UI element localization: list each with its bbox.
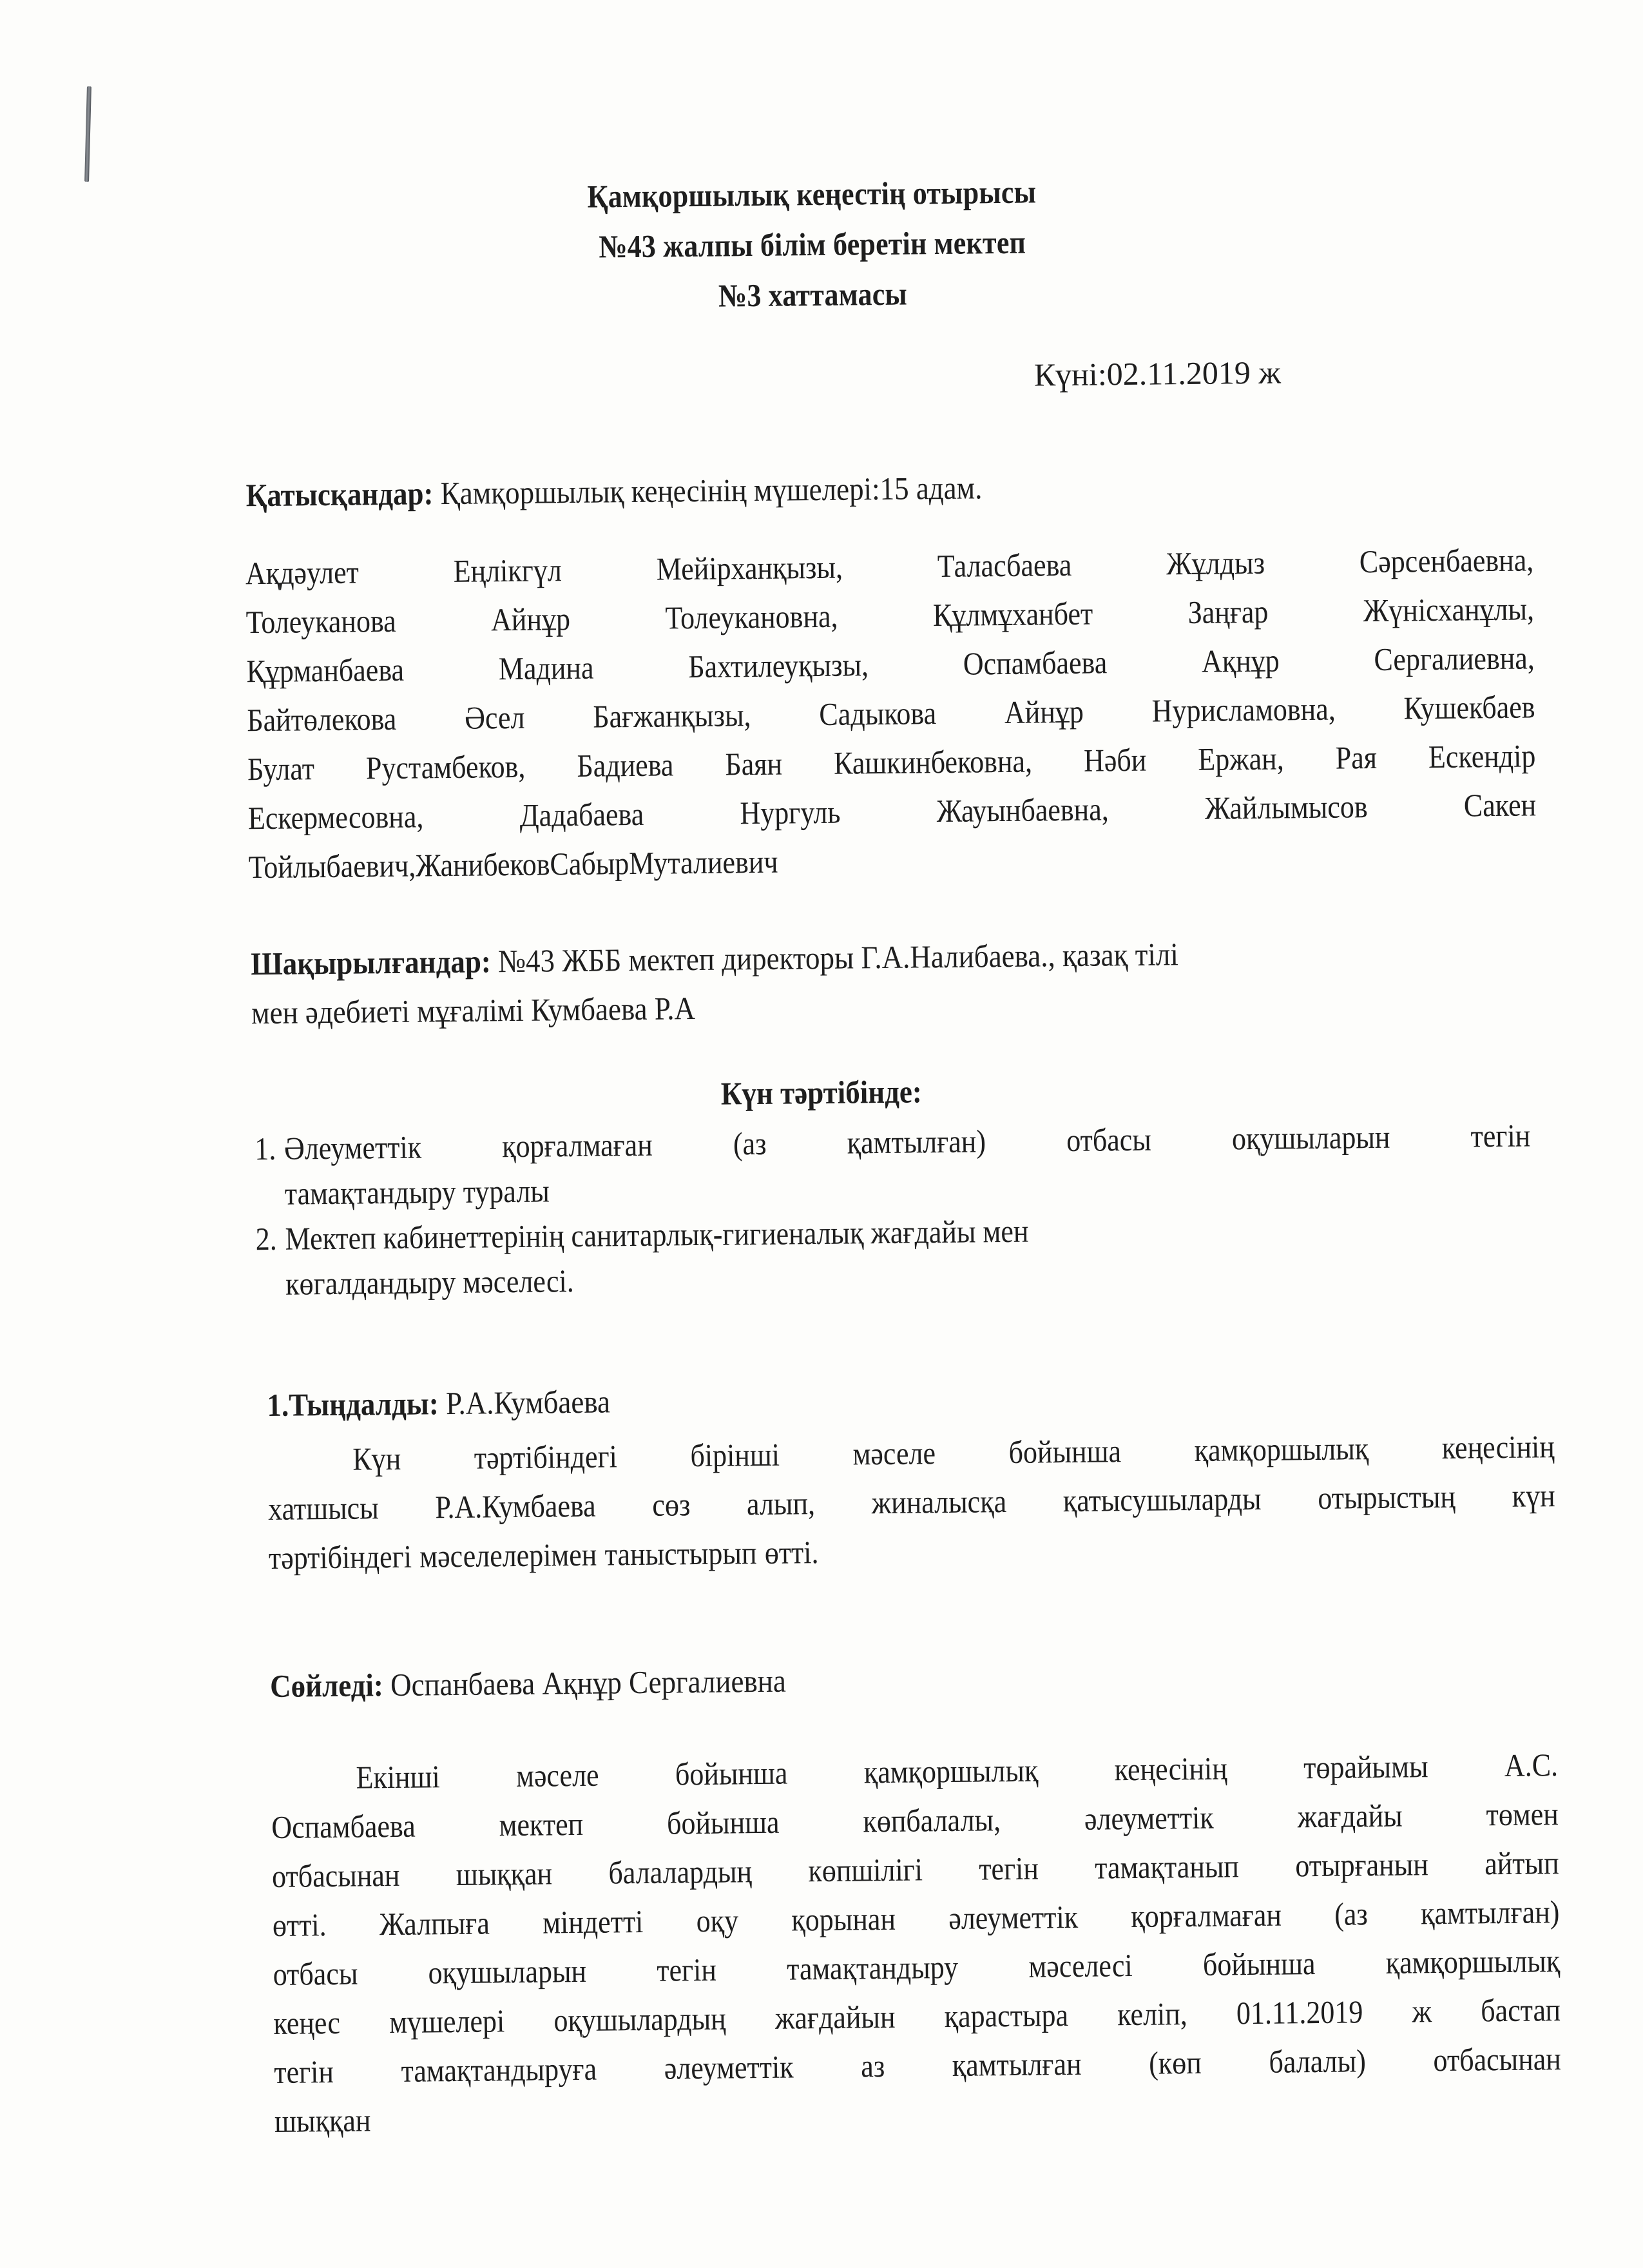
agenda-item-number: 1.: [254, 1130, 276, 1167]
word: (аз: [1334, 1895, 1369, 1932]
word: Айнұр: [490, 601, 571, 638]
word: Кушекбаев: [1403, 688, 1535, 726]
word: (көп: [1148, 2044, 1202, 2081]
invited-line: №43 ЖББ мектеп директоры Г.А.Налибаева., қазақ тілі: [497, 936, 1179, 980]
word: қамқоршылық: [1194, 1430, 1369, 1468]
word: Мадина: [498, 649, 594, 687]
word: Жүнісханұлы,: [1363, 590, 1535, 629]
word: Садыкова: [819, 695, 937, 733]
agenda-title: [0, 1065, 1643, 1120]
word: Екінші: [356, 1758, 440, 1796]
word: мүшелері: [389, 2002, 505, 2040]
word: қамқоршылық: [1385, 1943, 1561, 1981]
word: Оспамбаева: [271, 1807, 416, 1845]
word: А.С.: [1504, 1747, 1559, 1783]
participants-summary: Қамқоршылық кеңесінің мүшелері:15 адам.: [440, 469, 983, 512]
word: қорғалмаған: [501, 1126, 653, 1165]
word: келіп,: [1117, 1995, 1188, 2033]
word: бойынша: [1202, 1945, 1316, 1982]
word: тәртібіндегі: [268, 1538, 412, 1576]
word: Әсел: [464, 699, 525, 736]
word: отырғанын: [1295, 1846, 1429, 1884]
word: алып,: [746, 1485, 816, 1522]
word: Тойлыбаевич,: [248, 847, 416, 886]
word: жиналысқа: [871, 1483, 1007, 1521]
word: қарастыра: [944, 1997, 1069, 2035]
word: отбасы: [1066, 1121, 1152, 1159]
word: Әлеуметтік: [283, 1129, 422, 1167]
word: ж: [1412, 1993, 1432, 2030]
word: отбасынан: [271, 1856, 400, 1894]
agenda-item-number: 2.: [255, 1220, 278, 1257]
word: Ақдәулет: [245, 554, 360, 592]
word: Дадабаева: [519, 795, 644, 833]
word: оқу: [696, 1902, 739, 1939]
word: отбасы: [273, 1955, 358, 1992]
agenda-item-continuation: тамақтандыру туралы: [284, 1172, 550, 1212]
word: отырыстың: [1317, 1478, 1456, 1516]
word: таныстырып: [604, 1535, 757, 1573]
word: бойынша: [666, 1803, 780, 1841]
word: қамтылған): [847, 1123, 986, 1161]
word: отбасынан: [1433, 2040, 1562, 2079]
word: жағдайы: [1297, 1797, 1403, 1835]
word: тегін: [657, 1951, 717, 1988]
word: аз: [860, 2048, 885, 2084]
word: Сәрсенбаевна,: [1359, 541, 1534, 580]
word: тәртібіндегі: [474, 1438, 618, 1476]
word: Толеукановна,: [665, 597, 838, 636]
word: оқушыларын: [1231, 1118, 1390, 1157]
word: тамақтанып: [1094, 1848, 1240, 1886]
word: қорғалмаған: [1131, 1896, 1282, 1935]
word: Нургуль: [740, 793, 841, 831]
agenda-list: [255, 1110, 1643, 1306]
word: балалардың: [608, 1853, 753, 1891]
word: мәселесі: [1028, 1947, 1133, 1984]
word: көпбалалы,: [863, 1801, 1001, 1839]
word: Жанибеков: [415, 846, 550, 884]
word: Рустамбеков,: [365, 748, 526, 786]
word: Булат: [247, 750, 315, 788]
word: Мейірханқызы,: [656, 548, 843, 587]
word: шыққан: [274, 2102, 371, 2139]
word: тегін: [274, 2053, 334, 2090]
invited-line: мен әдебиеті мұғалімі Кумбаева Р.А: [251, 990, 696, 1031]
word: мәселе: [515, 1756, 599, 1794]
section2-paragraph: [271, 1738, 1643, 2146]
word: әлеуметтік: [1084, 1799, 1215, 1837]
word: төрайымы: [1303, 1748, 1428, 1786]
section2-speaker: Оспанбаева Ақнұр Сергалиевна: [390, 1662, 787, 1703]
word: жағдайын: [774, 1998, 896, 2036]
section1-label: 1.Тыңдалды:: [267, 1385, 439, 1424]
section1-speaker: Р.А.Кумбаева: [445, 1383, 611, 1422]
word: Құрманбаева: [246, 651, 405, 690]
invited-section: [251, 929, 1179, 1037]
word: Ержан,: [1197, 740, 1284, 777]
word: айтып: [1484, 1845, 1559, 1882]
word: Сергалиевна,: [1374, 639, 1535, 677]
word: балалы): [1269, 2042, 1367, 2080]
word: күн: [1512, 1477, 1555, 1514]
word: Нурисламовна,: [1151, 690, 1336, 729]
word: Баян: [725, 745, 783, 782]
word: Таласбаева: [937, 546, 1072, 585]
word: өтті.: [272, 1906, 327, 1943]
word: Р.А.Кумбаева: [435, 1487, 596, 1526]
participants-heading: [245, 469, 982, 514]
word: (аз: [733, 1125, 767, 1162]
word: Муталиевич: [628, 843, 778, 882]
word: Жайлымысов: [1204, 788, 1368, 826]
word: Бадиева: [577, 746, 674, 784]
section1-paragraph: [267, 1420, 1643, 1582]
word: Ақнұр: [1201, 642, 1280, 679]
word: Толеуканова: [245, 602, 396, 641]
word: төмен: [1486, 1796, 1559, 1833]
word: міндетті: [542, 1903, 644, 1941]
word: қамқоршылық: [863, 1752, 1039, 1790]
word: Құлмұханбет: [932, 595, 1093, 634]
word: бойынша: [675, 1754, 788, 1792]
word: тамақтандыру: [786, 1948, 959, 1987]
word: оқушыларын: [428, 1952, 587, 1991]
word: қамтылған): [1420, 1894, 1560, 1932]
word: Еңлікгүл: [453, 552, 562, 589]
agenda-item-text: Мектеп кабинеттерінің санитарлық-гигиеналық жағдайы мен: [285, 1212, 1029, 1257]
word: Оспамбаева: [963, 644, 1108, 682]
section1-heading: [267, 1382, 610, 1424]
word: Кашкинбековна,: [833, 742, 1033, 781]
word: Айнұр: [1004, 693, 1084, 730]
word: Ескермесовна,: [247, 798, 424, 837]
word: бойынша: [1008, 1433, 1122, 1470]
word: Рая: [1335, 739, 1378, 776]
word: сөз: [652, 1486, 691, 1523]
word: Ескендір: [1428, 737, 1536, 775]
word: Жұлдыз: [1166, 544, 1265, 582]
word: Жалпыға: [379, 1905, 490, 1943]
word: тегін: [1470, 1117, 1531, 1154]
word: тегін: [978, 1850, 1039, 1887]
word: кеңесінің: [1114, 1750, 1228, 1788]
word: мектеп: [499, 1805, 584, 1843]
word: Жауынбаевна,: [936, 791, 1109, 829]
title-line: Қамқоршылық кеңестің отырысы: [587, 173, 1037, 215]
word: оқушылардың: [553, 2000, 726, 2039]
word: әлеуметтік: [948, 1898, 1079, 1936]
word: Байтөлекова: [247, 700, 397, 739]
document-title: [0, 160, 1635, 329]
word: кеңесінің: [1441, 1428, 1555, 1466]
participants-label: Қатысқандар:: [245, 475, 434, 514]
word: Күн: [352, 1440, 401, 1477]
word: қорынан: [791, 1900, 896, 1938]
meeting-date: Күні:02.11.2019 ж: [1033, 354, 1282, 393]
word: 01.11.2019: [1236, 1993, 1363, 2031]
title-line: №3 хаттамасы: [718, 275, 908, 314]
word: көпшілігі: [808, 1851, 923, 1889]
word: мәселелерімен: [419, 1536, 597, 1575]
word: Сабыр: [550, 845, 629, 882]
word: тамақтандыруға: [401, 2050, 597, 2089]
word: бірінші: [690, 1436, 780, 1474]
word: Сакен: [1463, 786, 1537, 824]
word: әлеуметтік: [664, 2048, 794, 2086]
section2-heading: [270, 1662, 786, 1705]
word: мәселе: [852, 1435, 936, 1472]
agenda-item-continuation: көгалдандыру мәселесі.: [285, 1263, 574, 1302]
word: Бахтилеуқызы,: [687, 646, 869, 685]
participants-list: [245, 535, 1537, 891]
word: Заңғар: [1187, 593, 1269, 630]
invited-label: Шақырылғандар:: [250, 943, 492, 982]
title-line: №43 жалпы білім беретін мектеп: [598, 224, 1026, 265]
word: қамтылған: [952, 2045, 1082, 2083]
word: бастап: [1480, 1992, 1561, 2029]
section2-label: Сөйледі:: [269, 1667, 384, 1705]
word: Бағжанқызы,: [593, 697, 751, 735]
word: хатшысы: [267, 1489, 380, 1527]
word: қатысушыларды: [1062, 1480, 1262, 1519]
word: кеңес: [273, 2004, 341, 2041]
word: Нәби: [1083, 741, 1147, 779]
word: шыққан: [456, 1855, 553, 1893]
word: өтті.: [764, 1534, 819, 1571]
agenda-title-text: Күн тәртібінде:: [720, 1073, 922, 1112]
